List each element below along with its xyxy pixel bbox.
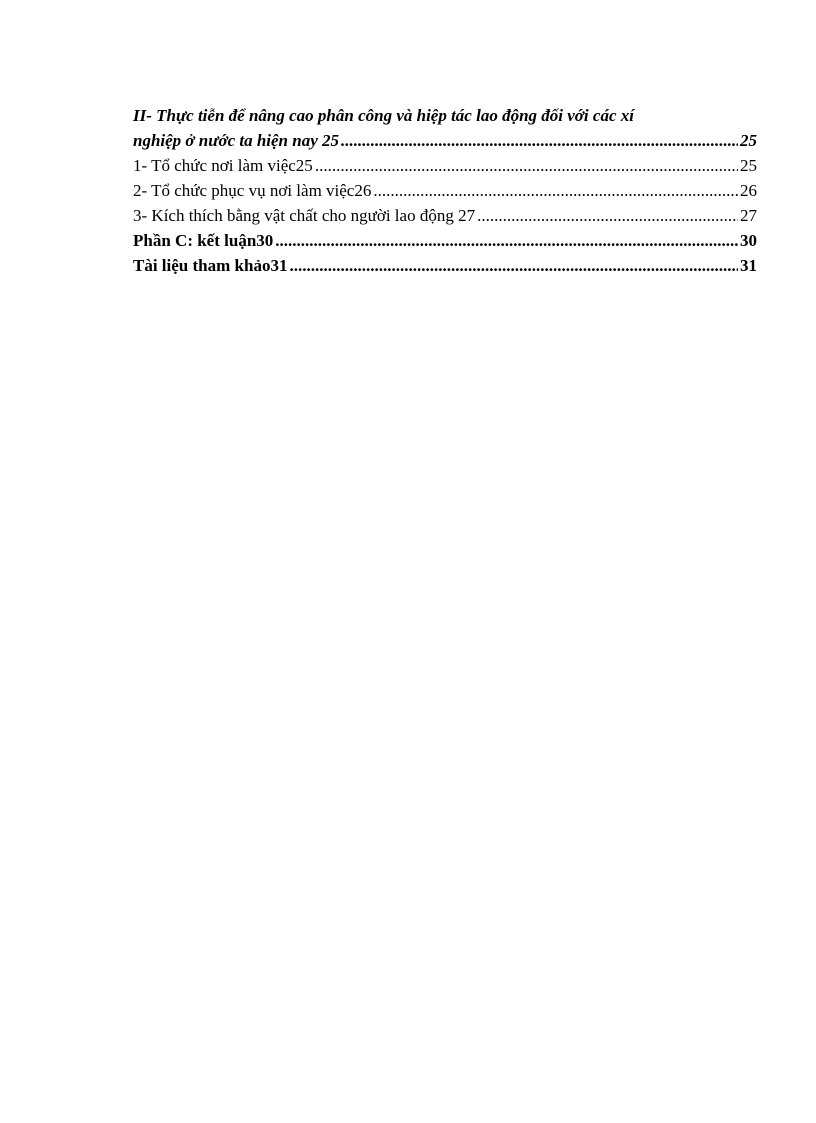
toc-page-number: 30 [740,231,757,250]
toc-entry-line [133,253,757,278]
toc-page-number: 26 [740,181,757,200]
toc-entry-line [133,128,757,153]
toc-entry-part-c-conclusion[interactable] [133,228,757,253]
toc-entry-title: 1- Tổ chức nơi làm việc25 [133,156,313,175]
toc-entry-workplace-organization[interactable] [133,153,757,178]
dot-leader [289,253,738,278]
toc-entry-title: Phần C: kết luận30 [133,231,274,250]
toc-entry-line [133,228,757,253]
toc-entry-line [133,203,757,228]
toc-entry-title-line-1: II- Thực tiễn để nâng cao phân công và hiệp tác lao động đối với các xí [133,106,634,125]
toc-page-number: 25 [740,156,757,175]
toc-entry-references[interactable] [133,253,757,278]
toc-entry-material-incentives[interactable] [133,203,757,228]
toc-entry-workplace-service[interactable] [133,178,757,203]
toc-entry-title: Tài liệu tham khảo31 [133,256,288,275]
toc-page-number: 31 [740,256,757,275]
toc-entry-line [133,153,757,178]
toc-page-number: 27 [740,206,757,225]
dot-leader [275,228,738,253]
toc-entry-line [133,178,757,203]
toc-page-number: 25 [740,131,757,150]
dot-leader [341,128,738,153]
toc-entry-title: 3- Kích thích bằng vật chất cho người lao động 27 [133,206,476,225]
table-of-contents [133,103,757,278]
dot-leader [315,153,738,178]
dot-leader [373,178,738,203]
dot-leader [477,203,738,228]
toc-entry-section-ii[interactable] [133,103,757,153]
toc-entry-title: 2- Tổ chức phục vụ nơi làm việc26 [133,181,372,200]
toc-entry-title: nghiệp ở nước ta hiện nay 25 [133,131,340,150]
